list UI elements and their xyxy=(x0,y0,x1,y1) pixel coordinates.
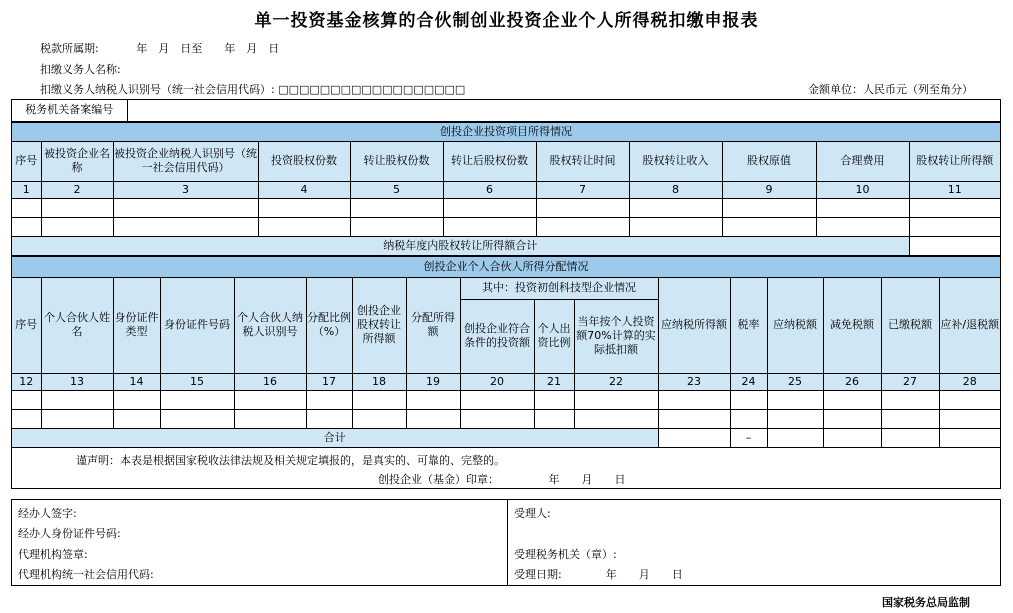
s2-header: 分配比例（%） xyxy=(306,277,352,373)
table-cell[interactable] xyxy=(730,390,767,409)
currency-unit: 金额单位：人民币元（列至角分） xyxy=(808,83,973,96)
table-cell[interactable] xyxy=(160,409,234,428)
s2-colnum: 16 xyxy=(234,373,306,390)
signature-left xyxy=(12,500,508,585)
record-no-field[interactable] xyxy=(127,100,1000,121)
s1-header: 被投资企业名称 xyxy=(41,141,113,181)
table-cell[interactable] xyxy=(234,390,306,409)
s2-colnum: 19 xyxy=(406,373,460,390)
s1-header: 股权转让所得额 xyxy=(909,141,1000,181)
record-no-label: 税务机关备案编号 xyxy=(12,100,127,121)
s2-total-dash: – xyxy=(730,428,767,447)
table-cell[interactable] xyxy=(306,390,352,409)
table-cell[interactable] xyxy=(41,390,113,409)
table-cell[interactable] xyxy=(823,390,881,409)
s2-header: 序号 xyxy=(12,277,41,373)
s2-header: 个人合伙人纳税人识别号 xyxy=(234,277,306,373)
s2-colnum: 27 xyxy=(881,373,939,390)
agency-credit-code-label: 代理机构统一社会信用代码: xyxy=(18,568,154,581)
s2-colnum: 22 xyxy=(574,373,658,390)
table-cell[interactable] xyxy=(113,390,160,409)
table-cell[interactable] xyxy=(767,409,823,428)
table-cell[interactable] xyxy=(113,217,258,236)
s2-colnum: 25 xyxy=(767,373,823,390)
s2-total-label: 合计 xyxy=(12,428,658,447)
s1-colnum: 7 xyxy=(536,181,629,198)
table-cell[interactable] xyxy=(722,198,816,217)
receiver-label: 受理人: xyxy=(514,507,551,520)
s2-header: 应纳税额 xyxy=(767,277,823,373)
s1-colnum: 5 xyxy=(350,181,443,198)
s2-header: 创投企业股权转让所得额 xyxy=(352,277,406,373)
s2-header: 减免税额 xyxy=(823,277,881,373)
table-cell[interactable] xyxy=(443,198,536,217)
table-cell[interactable] xyxy=(234,409,306,428)
s2-colnum: 21 xyxy=(534,373,574,390)
s2-colnum: 12 xyxy=(12,373,41,390)
agent-id-boxes: □□□□□□□□□□□□□□□□□□ xyxy=(278,83,466,96)
table-cell[interactable] xyxy=(881,428,939,447)
table-cell[interactable] xyxy=(767,428,823,447)
agency-seal-label: 代理机构签章: xyxy=(18,548,88,561)
table-cell[interactable] xyxy=(574,409,658,428)
table-cell[interactable] xyxy=(823,428,881,447)
section1-title: 创投企业投资项目所得情况 xyxy=(12,122,1000,141)
s1-colnum: 2 xyxy=(41,181,113,198)
table-cell[interactable] xyxy=(12,409,41,428)
table-row xyxy=(12,217,1000,236)
table-cell[interactable] xyxy=(350,198,443,217)
table-cell[interactable] xyxy=(460,390,534,409)
s2-header: 分配所得额 xyxy=(406,277,460,373)
table-cell[interactable] xyxy=(534,409,574,428)
s1-colnum: 9 xyxy=(722,181,816,198)
s2-header: 身份证件类型 xyxy=(113,277,160,373)
agent-id xyxy=(40,81,465,97)
table-cell[interactable] xyxy=(881,409,939,428)
table-cell[interactable] xyxy=(909,217,1000,236)
s1-header: 序号 xyxy=(12,141,41,181)
s1-header: 股权原值 xyxy=(722,141,816,181)
table-cell[interactable] xyxy=(722,217,816,236)
s2-header: 身份证件号码 xyxy=(160,277,234,373)
table-cell[interactable] xyxy=(12,198,41,217)
table-cell[interactable] xyxy=(12,217,41,236)
s2-subgroup-header: 其中：投资初创科技型企业情况 xyxy=(460,277,658,299)
agent-id-label: 扣缴义务人纳税人识别号（统一社会信用代码）: xyxy=(40,83,275,96)
s2-colnum: 24 xyxy=(730,373,767,390)
table-cell[interactable] xyxy=(536,217,629,236)
table-cell[interactable] xyxy=(352,390,406,409)
table-cell[interactable] xyxy=(730,409,767,428)
table-cell[interactable] xyxy=(658,390,730,409)
form-title: 单一投资基金核算的合伙制创业投资企业个人所得税扣缴申报表 xyxy=(254,11,759,31)
table-cell[interactable] xyxy=(352,409,406,428)
s1-colnum: 11 xyxy=(909,181,1000,198)
table-cell[interactable] xyxy=(939,409,1000,428)
table-cell[interactable] xyxy=(909,198,1000,217)
s2-header: 应补/退税额 xyxy=(939,277,1000,373)
declaration-text: 谨声明：本表是根据国家税收法律法规及相关规定填报的，是真实的、可靠的、完整的。 xyxy=(76,453,505,467)
table-cell[interactable] xyxy=(658,428,730,447)
s1-colnum: 4 xyxy=(258,181,350,198)
table-cell[interactable] xyxy=(574,390,658,409)
s1-total-value[interactable] xyxy=(909,236,1000,255)
s1-colnum: 6 xyxy=(443,181,536,198)
tax-period xyxy=(40,40,279,56)
s2-colnum: 15 xyxy=(160,373,234,390)
table-cell[interactable] xyxy=(41,409,113,428)
table-cell[interactable] xyxy=(939,390,1000,409)
s1-header: 股权转让时间 xyxy=(536,141,629,181)
receiving-office-label: 受理税务机关（章）: xyxy=(514,548,617,561)
s1-header: 转让股权份数 xyxy=(350,141,443,181)
s2-colnum: 14 xyxy=(113,373,160,390)
table-cell[interactable] xyxy=(534,390,574,409)
s1-header: 股权转让收入 xyxy=(629,141,722,181)
tax-period-value: 年 月 日至 年 月 日 xyxy=(136,42,280,55)
table-cell[interactable] xyxy=(536,198,629,217)
s1-header: 投资股权份数 xyxy=(258,141,350,181)
table-cell[interactable] xyxy=(816,217,909,236)
seal-line: 创投企业（基金）印章： 年 月 日 xyxy=(378,472,626,486)
section2-table xyxy=(12,256,1000,448)
handler-signature-label: 经办人签字: xyxy=(18,507,77,520)
table-row xyxy=(12,390,1000,409)
s2-header: 应纳税所得额 xyxy=(658,277,730,373)
table-cell[interactable] xyxy=(113,198,258,217)
table-cell[interactable] xyxy=(406,390,460,409)
declaration-block xyxy=(12,448,1000,488)
s1-header: 合理费用 xyxy=(816,141,909,181)
s2-colnum: 17 xyxy=(306,373,352,390)
s2-colnum: 26 xyxy=(823,373,881,390)
table-cell[interactable] xyxy=(41,198,113,217)
s1-colnum: 8 xyxy=(629,181,722,198)
s2-subheader: 个人出资比例 xyxy=(534,299,574,373)
s1-colnum: 3 xyxy=(113,181,258,198)
section2-title: 创投企业个人合伙人所得分配情况 xyxy=(12,256,1000,277)
s1-total-label: 纳税年度内股权转让所得额合计 xyxy=(12,236,909,255)
s2-colnum: 28 xyxy=(939,373,1000,390)
form-sheet xyxy=(11,99,1001,489)
table-cell[interactable] xyxy=(306,409,352,428)
table-cell[interactable] xyxy=(113,409,160,428)
table-cell[interactable] xyxy=(443,217,536,236)
s1-header: 转让后股权份数 xyxy=(443,141,536,181)
record-no-table xyxy=(12,100,1000,122)
table-cell[interactable] xyxy=(406,409,460,428)
s2-header: 已缴税额 xyxy=(881,277,939,373)
table-row xyxy=(12,409,1000,428)
s1-colnum: 10 xyxy=(816,181,909,198)
s2-colnum: 18 xyxy=(352,373,406,390)
table-cell[interactable] xyxy=(629,217,722,236)
table-row xyxy=(12,198,1000,217)
table-cell[interactable] xyxy=(160,390,234,409)
table-cell[interactable] xyxy=(816,198,909,217)
s2-colnum: 20 xyxy=(460,373,534,390)
table-cell[interactable] xyxy=(823,409,881,428)
s1-header: 被投资企业纳税人识别号（统一社会信用代码） xyxy=(113,141,258,181)
table-cell[interactable] xyxy=(658,409,730,428)
table-cell[interactable] xyxy=(939,428,1000,447)
signature-block xyxy=(11,499,1001,586)
footer-authority: 国家税务总局监制 xyxy=(882,596,970,609)
table-cell[interactable] xyxy=(881,390,939,409)
s2-colnum: 23 xyxy=(658,373,730,390)
tax-period-label: 税款所属期: xyxy=(40,42,99,55)
table-cell[interactable] xyxy=(350,217,443,236)
receive-date-label: 受理日期: 年 月 日 xyxy=(514,568,683,581)
section1-table xyxy=(12,122,1000,256)
table-cell[interactable] xyxy=(258,198,350,217)
agent-name-label: 扣缴义务人名称: xyxy=(40,63,121,76)
table-cell[interactable] xyxy=(41,217,113,236)
handler-id-label: 经办人身份证件号码: xyxy=(18,527,121,540)
s2-subheader: 创投企业符合条件的投资额 xyxy=(460,299,534,373)
s2-subheader: 当年按个人投资额70%计算的实际抵扣额 xyxy=(574,299,658,373)
table-cell[interactable] xyxy=(12,390,41,409)
table-cell[interactable] xyxy=(460,409,534,428)
table-cell[interactable] xyxy=(258,217,350,236)
s2-header: 个人合伙人姓名 xyxy=(41,277,113,373)
table-cell[interactable] xyxy=(767,390,823,409)
table-cell[interactable] xyxy=(629,198,722,217)
s2-header: 税率 xyxy=(730,277,767,373)
s2-colnum: 13 xyxy=(41,373,113,390)
s1-colnum: 1 xyxy=(12,181,41,198)
